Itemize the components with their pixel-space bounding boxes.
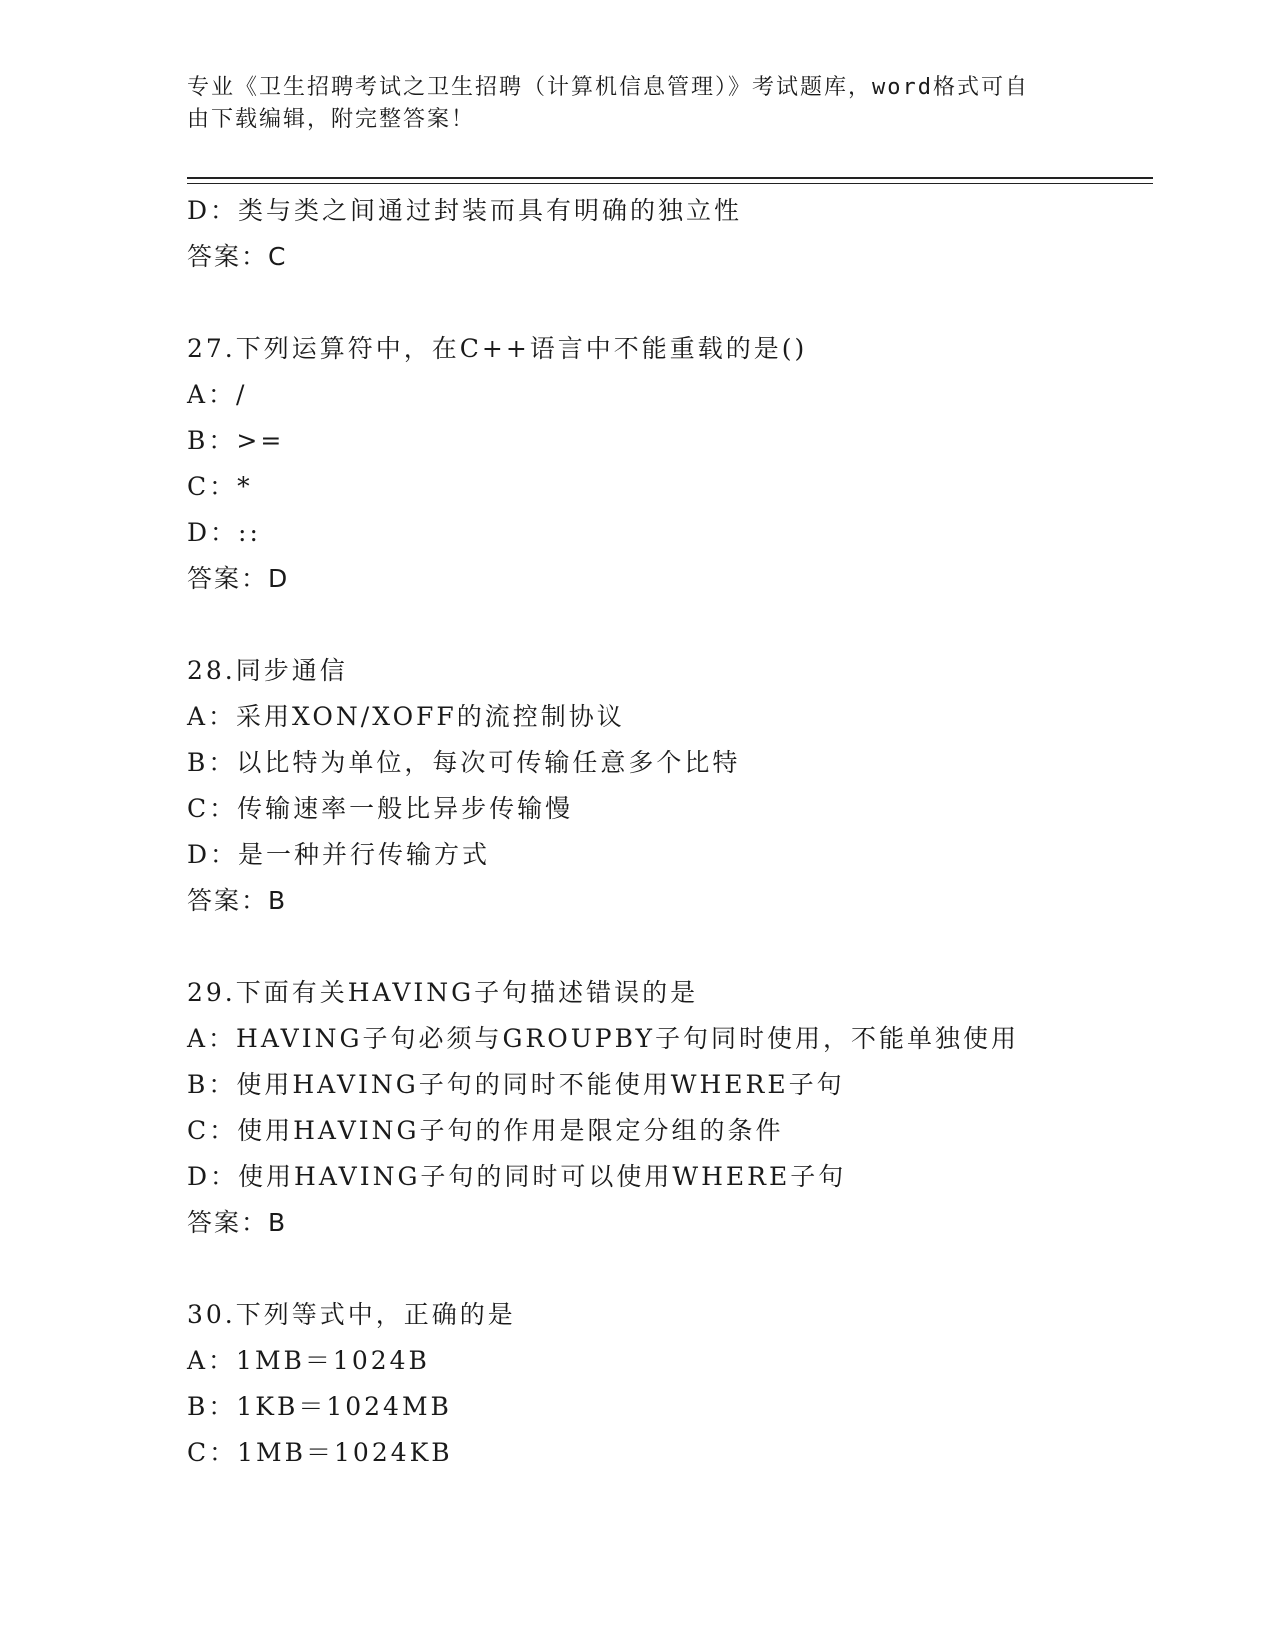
question-list xyxy=(187,188,1167,1476)
header-divider-thin xyxy=(187,183,1153,184)
option-c: C：使用HAVING子句的作用是限定分组的条件 xyxy=(187,1116,784,1145)
option-d: D：:: xyxy=(187,518,261,547)
answer-line: 答案：C xyxy=(187,242,288,271)
header-line-2: 由下载编辑，附完整答案！ xyxy=(187,107,476,132)
question-spacer xyxy=(187,280,1167,326)
question-27 xyxy=(187,326,1167,602)
document-header xyxy=(187,72,1067,136)
question-stem: 28.同步通信 xyxy=(187,656,348,685)
option-d: D：类与类之间通过封装而具有明确的独立性 xyxy=(187,196,743,225)
header-divider-thick xyxy=(187,177,1153,179)
option-d: D：是一种并行传输方式 xyxy=(187,840,491,869)
question-spacer xyxy=(187,1246,1167,1292)
question-29 xyxy=(187,970,1167,1246)
option-a: A：HAVING子句必须与GROUPBY子句同时使用，不能单独使用 xyxy=(187,1024,1020,1053)
option-d: D：使用HAVING子句的同时可以使用WHERE子句 xyxy=(187,1162,847,1191)
question-stem: 27.下列运算符中，在C++语言中不能重载的是() xyxy=(187,334,808,363)
option-c: C：1MB＝1024KB xyxy=(187,1438,453,1467)
question-28 xyxy=(187,648,1167,924)
question-stem: 29.下面有关HAVING子句描述错误的是 xyxy=(187,978,699,1007)
answer-line: 答案：D xyxy=(187,564,290,593)
carryover-question-tail xyxy=(187,188,1167,280)
option-a: A：采用XON/XOFF的流控制协议 xyxy=(187,702,625,731)
answer-line: 答案：B xyxy=(187,1208,288,1237)
option-c: C：* xyxy=(187,472,253,501)
option-b: B：>= xyxy=(187,426,285,455)
option-a: A：1MB＝1024B xyxy=(187,1346,430,1375)
question-stem: 30.下列等式中，正确的是 xyxy=(187,1300,516,1329)
question-spacer xyxy=(187,924,1167,970)
option-b: B：使用HAVING子句的同时不能使用WHERE子句 xyxy=(187,1070,845,1099)
option-b: B：1KB＝1024MB xyxy=(187,1392,452,1421)
header-line-1: 专业《卫生招聘考试之卫生招聘（计算机信息管理）》考试题库，word格式可自 xyxy=(187,75,1029,100)
option-b: B：以比特为单位，每次可传输任意多个比特 xyxy=(187,748,741,777)
question-30 xyxy=(187,1292,1167,1476)
option-c: C：传输速率一般比异步传输慢 xyxy=(187,794,574,823)
option-a: A：/ xyxy=(187,380,248,409)
answer-line: 答案：B xyxy=(187,886,288,915)
question-spacer xyxy=(187,602,1167,648)
